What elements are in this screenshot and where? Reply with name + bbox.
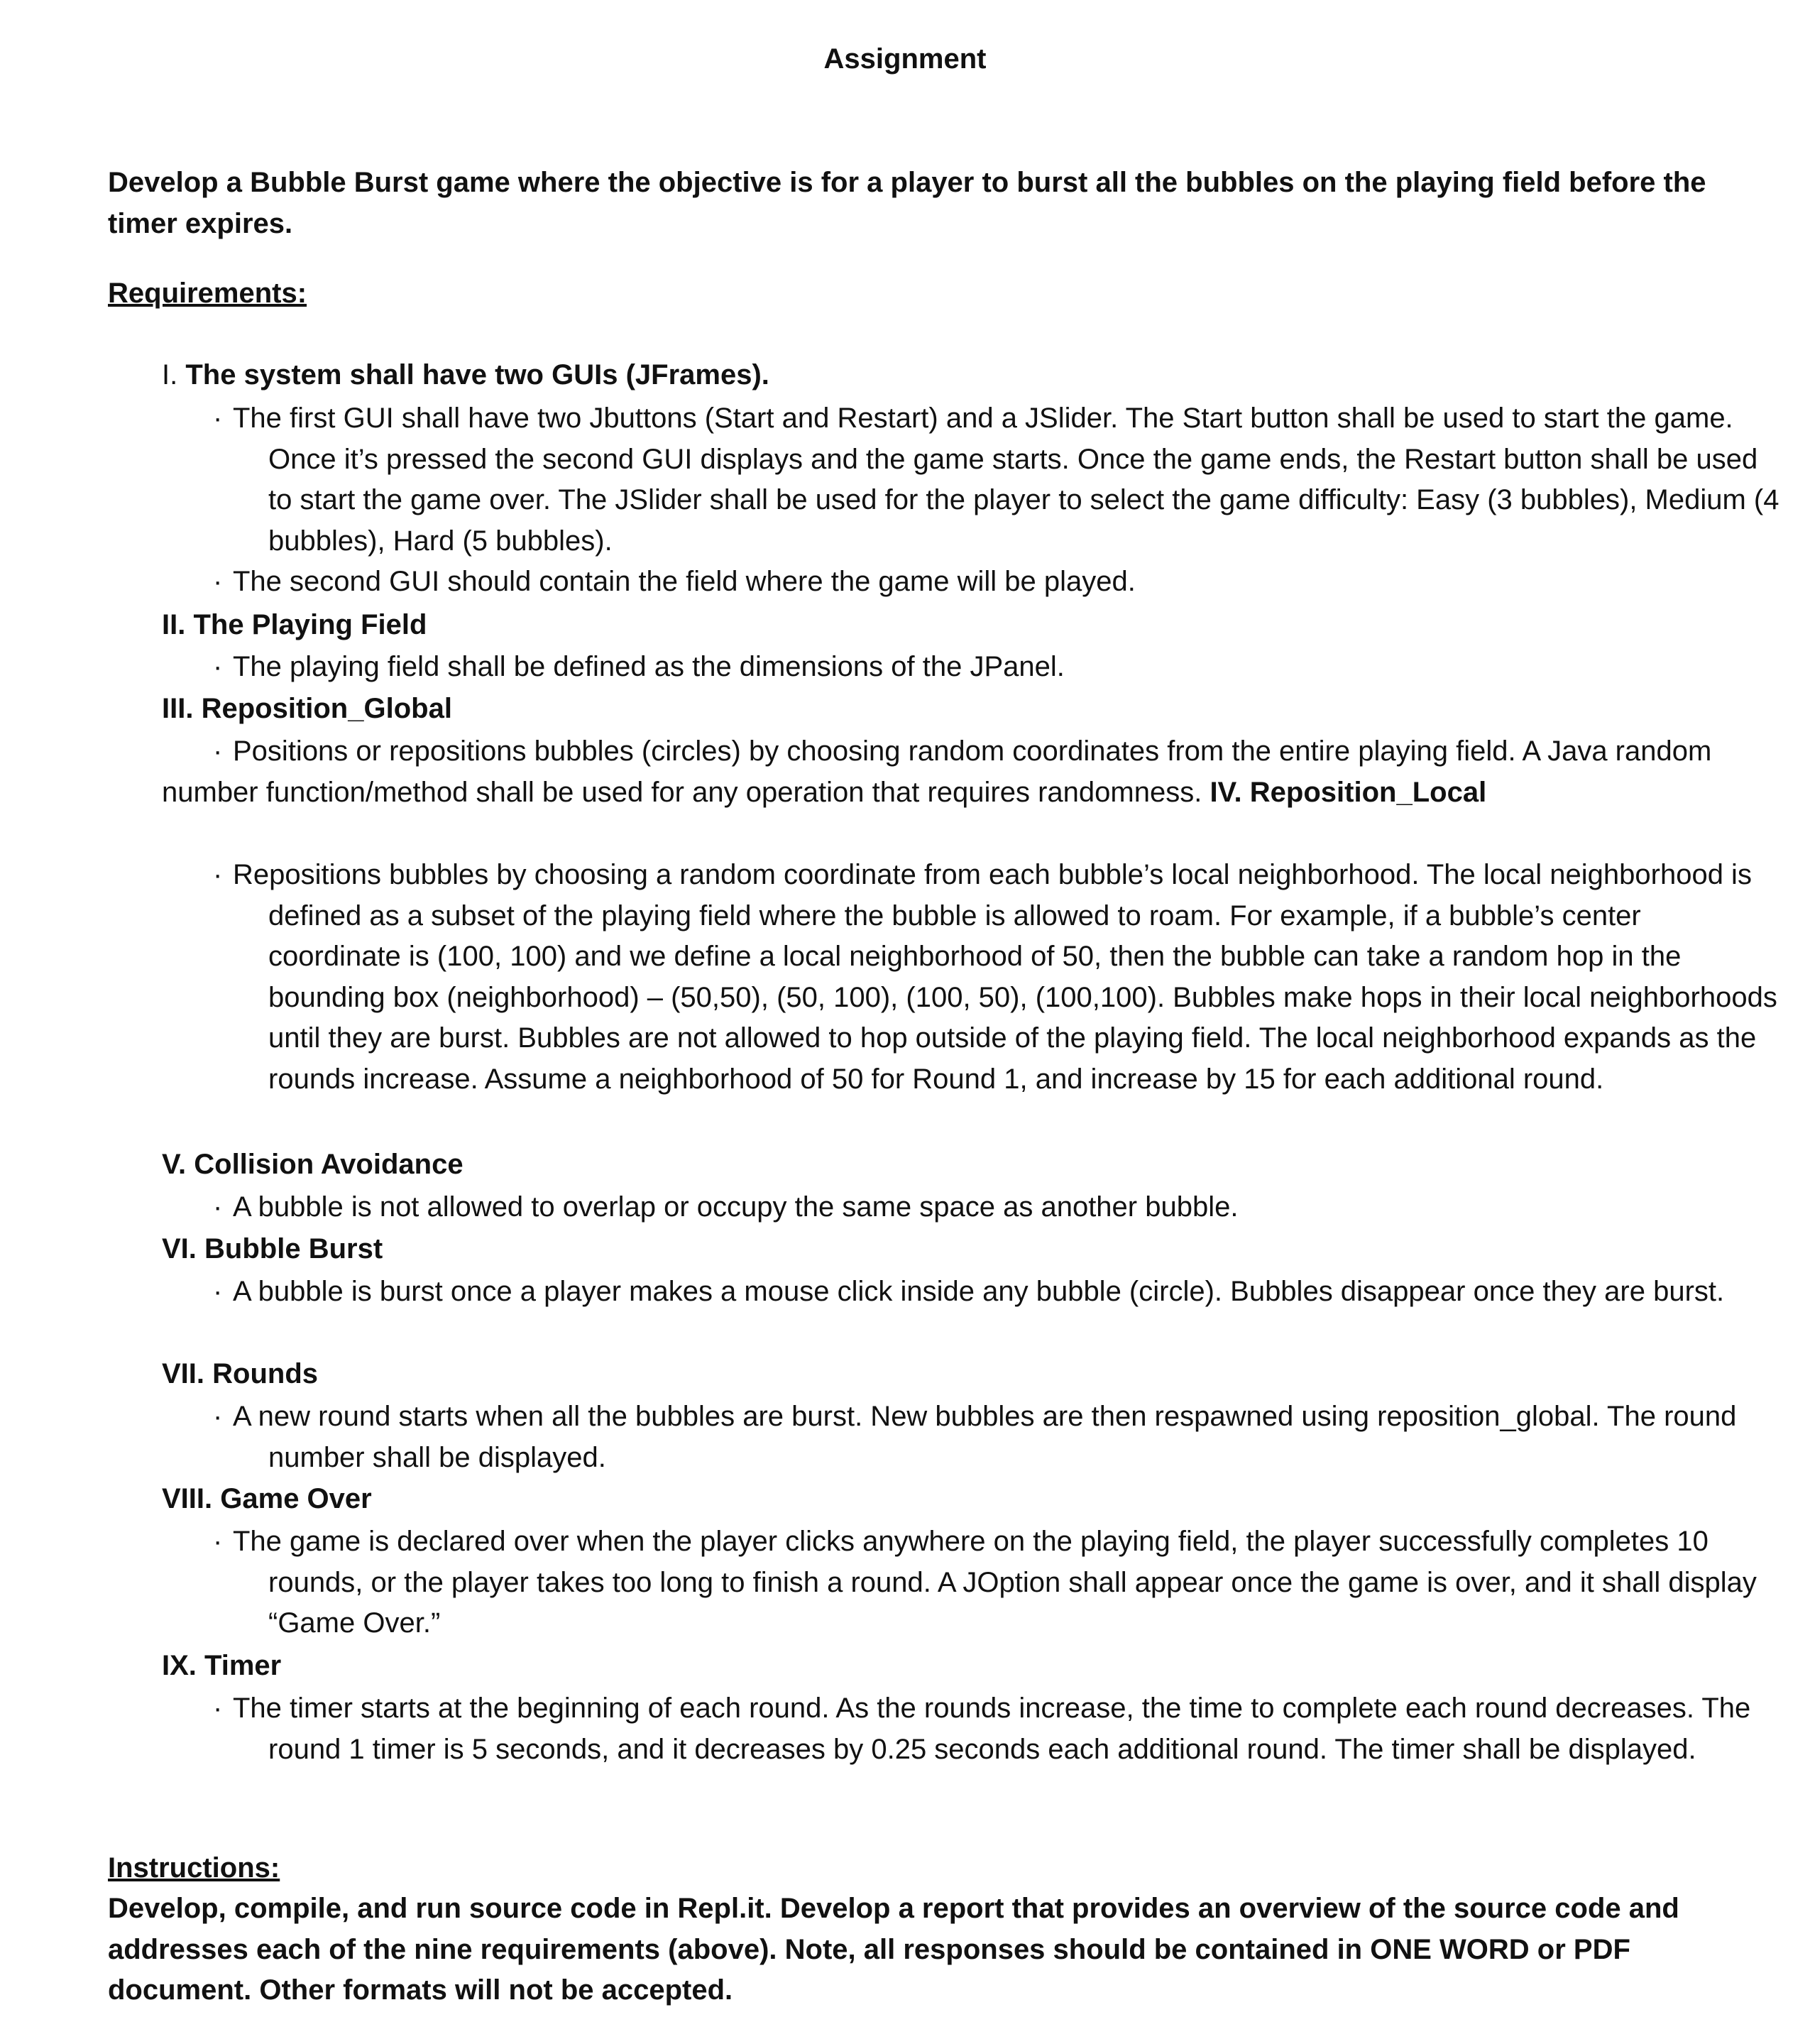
requirement-numeral: VII. xyxy=(162,1358,205,1389)
bullet-text: The playing field shall be defined as the dimensions of the JPanel. xyxy=(233,651,1065,682)
requirement-title-text: The system shall have two GUIs (JFrames). xyxy=(185,359,769,390)
requirement-9-title xyxy=(162,1646,281,1685)
requirement-1-bullet-1 xyxy=(213,398,1780,562)
requirement-7-title xyxy=(162,1354,318,1394)
bullet-text: The timer starts at the beginning of each round. As the rounds increase, the time to complete each round decreases. The round 1 timer is 5 seconds, and it decreases by 0.25 seconds each additional round. The timer shall be displayed. xyxy=(233,1693,1751,1765)
requirement-2-title xyxy=(162,605,427,645)
bullet-text: A bubble is burst once a player makes a mouse click inside any bubble (circle). Bubbles disappear once they are burst. xyxy=(233,1276,1725,1307)
requirement-title-text: Timer xyxy=(204,1650,282,1681)
requirement-8-title xyxy=(162,1479,372,1519)
requirement-5-title xyxy=(162,1144,464,1184)
bullet-glyph: · xyxy=(213,566,223,597)
requirement-numeral: III. xyxy=(162,693,194,724)
bullet-text: Positions or repositions bubbles (circles) by choosing random coordinates from the entire playing field. A Java random number function/method shall be used for any operation that requires randomness. xyxy=(162,736,1712,808)
bullet-glyph: · xyxy=(213,1276,223,1307)
requirement-title-text: Collision Avoidance xyxy=(194,1149,464,1180)
bullet-text: A bubble is not allowed to overlap or occupy the same space as another bubble. xyxy=(233,1191,1239,1223)
requirement-numeral: II. xyxy=(162,609,186,640)
bullet-glyph: · xyxy=(213,403,223,434)
requirement-title-text: Rounds xyxy=(212,1358,319,1389)
bullet-text: The second GUI should contain the field where the game will be played. xyxy=(233,566,1136,597)
bullet-text: The first GUI shall have two Jbuttons (Start and Restart) and a JSlider. The Start button shall be used to start the game. Once it’s pressed the second GUI displays and the game starts. Once the game ends, the Restart button shall be used to start the game over. The JSlider shall be used for the player to select the game difficulty: Easy (3 bubbles), Medium (4 bubbles), Hard (5 bubbles). xyxy=(233,403,1779,557)
requirement-1-bullet-2 xyxy=(213,562,1780,603)
requirement-title-text: Bubble Burst xyxy=(204,1233,383,1264)
requirement-numeral: IX. xyxy=(162,1650,197,1681)
requirement-8-bullet-1 xyxy=(213,1521,1780,1644)
requirement-2-bullet-1 xyxy=(213,647,1780,688)
bullet-glyph: · xyxy=(213,1693,223,1724)
bullet-text: The game is declared over when the player clicks anywhere on the playing field, the player successfully completes 10 rounds, or the player takes too long to finish a round. A JOption shall appear once the game is over, and it shall display “Game Over.” xyxy=(233,1526,1757,1639)
bullet-glyph: · xyxy=(213,651,223,682)
requirement-4-title: Reposition_Local xyxy=(1249,776,1487,808)
requirement-6-bullet-1 xyxy=(213,1272,1780,1313)
requirement-numeral: V. xyxy=(162,1149,187,1180)
requirement-numeral: VI. xyxy=(162,1233,197,1264)
instructions-paragraph: Develop, compile, and run source code in Repl.it. Develop a report that provides an overview of the source code and addresses each of the nine requirements (above). Note, all responses should be contained in ONE WORD or PDF document. Other formats will not be accepted. xyxy=(108,1893,1679,2006)
requirement-9-bullet-1 xyxy=(213,1688,1780,1770)
bullet-glyph: · xyxy=(213,1401,223,1432)
requirements-heading: Requirements: xyxy=(108,278,307,309)
intro-paragraph: Develop a Bubble Burst game where the objective is for a player to burst all the bubbles on the playing field before the timer expires. xyxy=(108,167,1706,239)
requirement-7-bullet-1 xyxy=(213,1397,1780,1478)
bullet-text: A new round starts when all the bubbles are burst. New bubbles are then respawned using reposition_global. The round number shall be displayed. xyxy=(233,1401,1737,1473)
requirement-title-text: The Playing Field xyxy=(193,609,427,640)
bullet-text: Repositions bubbles by choosing a random coordinate from each bubble’s local neighborhood. The local neighborhood is defined as a subset of the playing field where the bubble is allowed to roam. For example, if a bubble’s center coordinate is (100, 100) and we define a local neighborhood of 50, then the bubble can take a random hop in the bounding box (neighborhood) – (50,50), (50, 100), (100, 50), (100,100). Bubbles make hops in their local neighborhoods until they are burst. Bubbles are not allowed to hop outside of the playing field. The local neighborhood expands as the rounds increase. Assume a neighborhood of 50 for Round 1, and increase by 15 for each additional round. xyxy=(233,859,1777,1095)
bullet-glyph: · xyxy=(213,1526,223,1557)
page-title: Assignment xyxy=(823,43,987,75)
requirement-title-text: Reposition_Global xyxy=(201,693,452,724)
bullet-glyph: · xyxy=(213,736,223,767)
requirement-title-text: Game Over xyxy=(220,1483,372,1514)
requirement-6-title xyxy=(162,1229,383,1269)
bullet-glyph: · xyxy=(213,859,223,890)
requirement-4-bullet-1 xyxy=(213,855,1780,1100)
requirement-1-title xyxy=(162,355,769,395)
requirement-3-title xyxy=(162,689,452,728)
bullet-glyph: · xyxy=(213,1191,223,1223)
requirement-numeral: I. xyxy=(162,359,178,390)
requirement-numeral: VIII. xyxy=(162,1483,213,1514)
instructions-heading: Instructions: xyxy=(108,1852,280,1884)
requirement-3-bullet-1 xyxy=(162,731,1723,813)
requirement-4-numeral: IV. xyxy=(1210,776,1242,808)
requirement-5-bullet-1 xyxy=(213,1187,1780,1228)
